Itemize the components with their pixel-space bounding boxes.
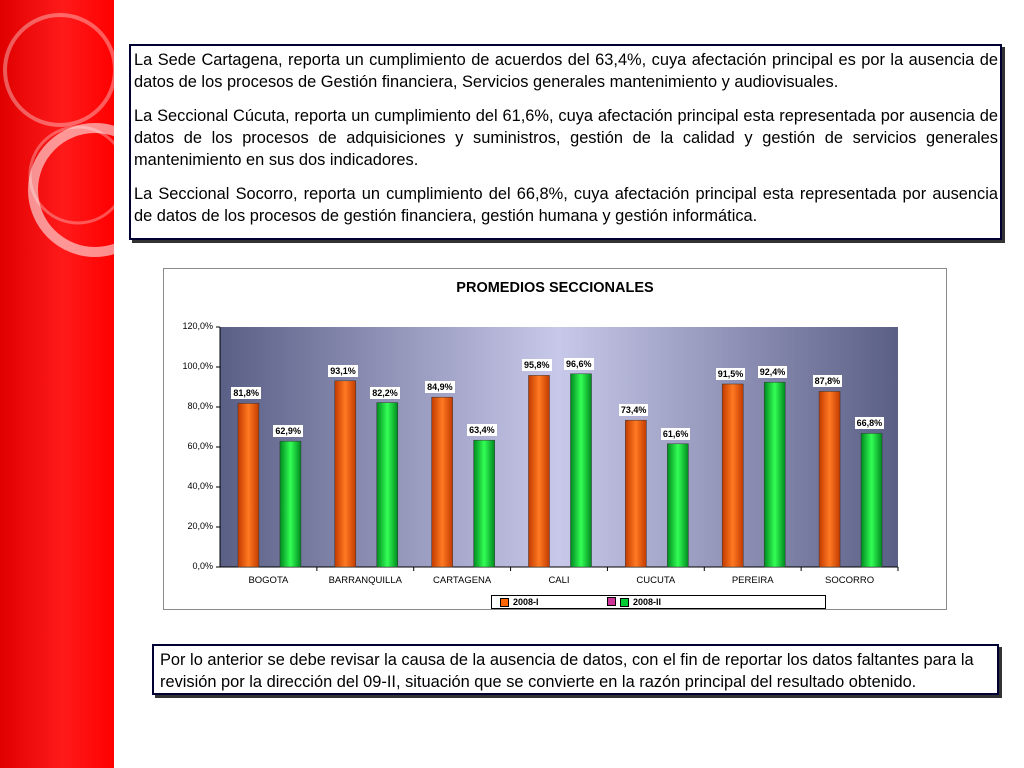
data-label: 61,6% [662, 428, 689, 439]
y-tick-label: 100,0% [182, 361, 213, 371]
chart-container [163, 268, 947, 610]
x-category-label: BOGOTA [248, 575, 289, 586]
data-label: 96,6% [566, 358, 592, 369]
data-label: 62,9% [275, 426, 301, 437]
bar-2008-ii-barranquilla [377, 403, 398, 567]
legend-swatch-orange [500, 598, 509, 607]
y-tick-label: 40,0% [187, 481, 213, 491]
data-label: 81,8% [233, 388, 259, 399]
y-tick-label: 120,0% [182, 321, 213, 331]
data-label: 66,8% [856, 418, 883, 429]
bar-2008-i-cali [529, 375, 550, 567]
data-label: 82,2% [372, 387, 398, 398]
paragraph-cartagena: La Sede Cartagena, reporta un cumplimiento de acuerdos del 63,4%, cuya afectación principal es por la ausencia de datos de los procesos de Gestión financiera, Servicios generales mantenimiento y audiovisuales. [134, 51, 998, 91]
y-tick-label: 80,0% [187, 401, 213, 411]
paragraph-conclusion: Por lo anterior se debe revisar la causa de la ausencia de datos, con el fin de reportar los datos faltantes para la revisión por la dirección del 09-II, situación que se convierte en la razón principal del resultado obtenido. [160, 651, 974, 691]
y-tick-label: 60,0% [187, 441, 213, 451]
x-category-label: BARRANQUILLA [328, 575, 402, 586]
bar-2008-ii-cucuta [667, 444, 688, 567]
data-label: 92,4% [759, 367, 786, 378]
paragraph-cucuta: La Seccional Cúcuta, reporta un cumplimiento del 61,6%, cuya afectación principal esta representada por ausencia de datos de los procesos de adquisiciones y suministros, gestión de la calidad y gestión de servicios generales mantenimiento en sus dos indicadores. [134, 107, 998, 169]
x-category-label: SOCORRO [825, 575, 875, 586]
y-tick-label: 0,0% [192, 561, 213, 571]
data-label: 91,5% [717, 369, 744, 379]
legend-swatch-magenta [607, 597, 616, 606]
data-label: 87,8% [814, 376, 841, 387]
x-category-label: PEREIRA [731, 575, 774, 586]
bar-2008-i-barranquilla [335, 381, 356, 567]
chart-legend [491, 595, 826, 609]
x-category-label: CUCUTA [636, 575, 676, 586]
bar-2008-ii-cartagena [474, 440, 495, 567]
bar-2008-i-bogota [238, 403, 259, 567]
bar-2008-ii-socorro [861, 433, 882, 567]
data-label: 95,8% [524, 360, 550, 371]
bar-2008-ii-bogota [280, 441, 301, 567]
chart-title: PROMEDIOS SECCIONALES [456, 280, 654, 296]
legend-item-empty [607, 597, 616, 606]
data-label: 63,4% [469, 425, 495, 436]
decorative-rings [0, 0, 114, 768]
bar-2008-ii-pereira [764, 382, 785, 567]
bar-chart [164, 269, 946, 609]
y-tick-label: 20,0% [187, 521, 213, 531]
bar-2008-i-cucuta [625, 420, 646, 567]
data-label: 73,4% [620, 405, 647, 416]
legend-item-2008-I [500, 597, 539, 607]
bar-2008-i-cartagena [432, 397, 453, 567]
data-label: 93,1% [330, 365, 356, 376]
data-label: 84,9% [427, 382, 453, 393]
legend-label-2008-I: 2008-I [513, 597, 539, 607]
bar-2008-i-pereira [722, 384, 743, 567]
legend-swatch-green [620, 598, 629, 607]
paragraph-socorro: La Seccional Socorro, reporta un cumplimiento del 66,8%, cuya afectación principal esta representada por ausencia de datos de los procesos de gestión financiera, gestión humana y gestión informática. [134, 185, 998, 225]
side-decoration-band [0, 0, 114, 768]
top-text-box [129, 44, 1002, 240]
bottom-text-box [152, 644, 999, 695]
plot-area [220, 327, 898, 567]
legend-item-2008-II [620, 597, 661, 607]
x-category-label: CARTAGENA [433, 575, 492, 586]
bar-2008-i-socorro [819, 391, 840, 567]
x-category-label: CALI [548, 575, 570, 586]
legend-label-2008-II: 2008-II [633, 597, 662, 607]
bar-2008-ii-cali [571, 374, 592, 567]
